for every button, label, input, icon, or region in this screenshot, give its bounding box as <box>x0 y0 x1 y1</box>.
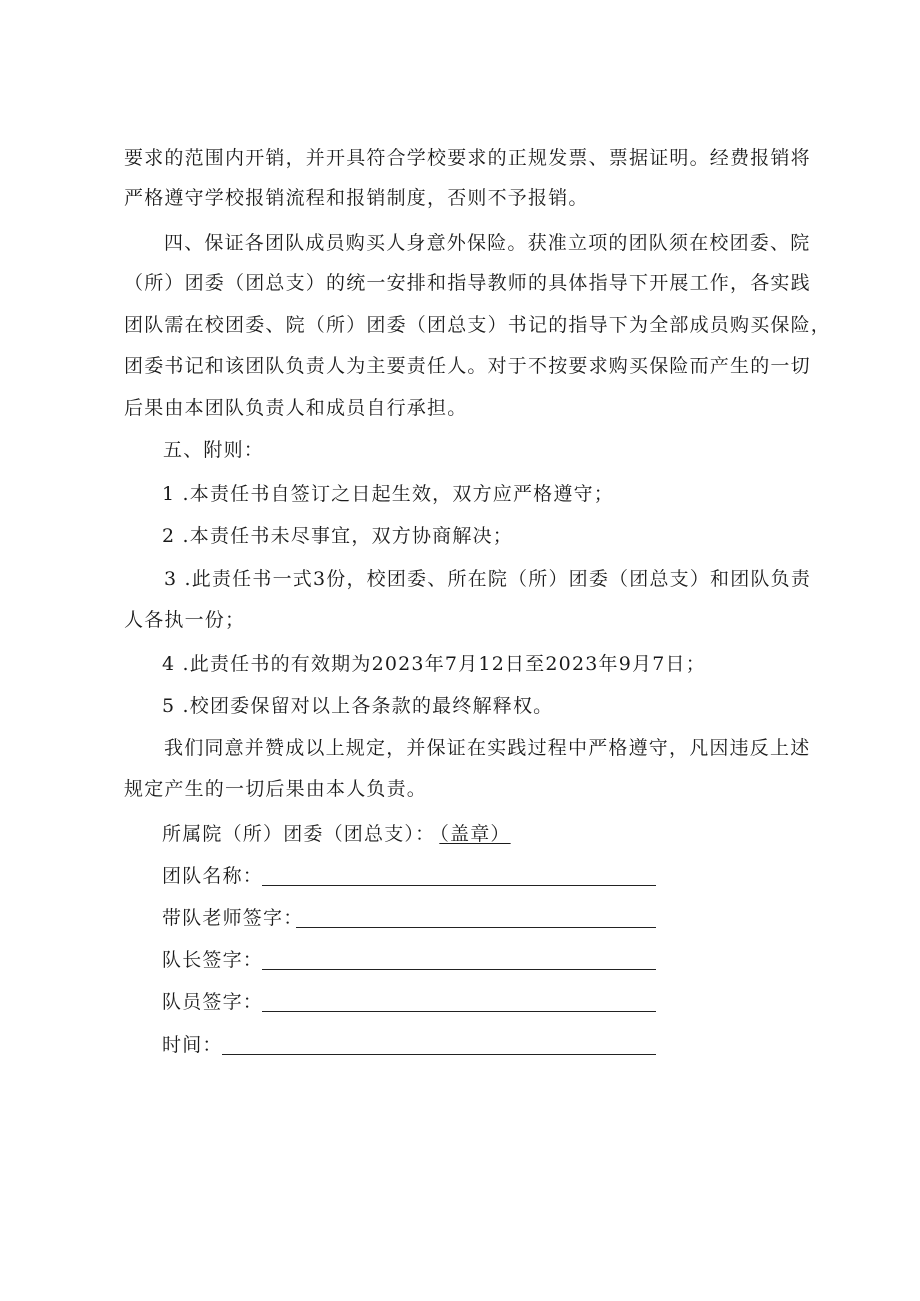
college-stamp-row <box>162 822 515 846</box>
paragraph-line: 团队需在校团委、院（所）团委（团总支）书记的指导下为全部成员购买保险， <box>124 314 832 336</box>
paragraph-line: 严格遵守学校报销流程和报销制度，否则不予报销。 <box>124 187 589 209</box>
team-name-row <box>162 864 263 888</box>
agreement-line: 我们同意并赞成以上规定，并保证在实践过程中严格遵守，凡因违反上述 <box>164 737 811 759</box>
time-label: 时间： <box>162 1034 223 1056</box>
leader-signature-row <box>162 948 263 972</box>
list-item-3-continued: 人各执一份； <box>124 609 246 631</box>
list-item-5: 5 .校团委保留对以上各条款的最终解释权。 <box>162 695 554 717</box>
paragraph-line: （所）团委（团总支）的统一安排和指导教师的具体指导下开展工作，各实践 <box>124 272 811 294</box>
team-name-field[interactable] <box>262 867 656 886</box>
team-name-label: 团队名称： <box>162 865 264 887</box>
agreement-line: 规定产生的一切后果由本人负责。 <box>124 778 428 800</box>
list-item-4: 4 .此责任书的有效期为2023年7月12日至2023年9月7日； <box>162 653 706 675</box>
stamp-placeholder: （盖章） <box>439 823 511 845</box>
teacher-signature-label: 带队老师签字： <box>162 907 304 929</box>
leader-signature-label: 队长签字： <box>162 949 264 971</box>
paragraph-line: 团委书记和该团队负责人为主要责任人。对于不按要求购买保险而产生的一切 <box>124 355 811 377</box>
member-signature-row <box>162 990 263 1014</box>
paragraph-line: 要求的范围内开销，并开具符合学校要求的正规发票、票据证明。经费报销将 <box>124 147 811 169</box>
section-five-heading: 五、附则： <box>163 439 265 461</box>
teacher-signature-row <box>162 906 303 930</box>
college-label: 所属院（所）团委（团总支）： <box>162 823 436 845</box>
member-signature-label: 队员签字： <box>162 991 264 1013</box>
list-item-2: 2 .本责任书未尽事宜，双方协商解决； <box>162 525 513 547</box>
leader-signature-field[interactable] <box>262 951 656 970</box>
paragraph-line: 后果由本团队负责人和成员自行承担。 <box>124 397 468 419</box>
list-item-3: 3 .此责任书一式3份，校团委、所在院（所）团委（团总支）和团队负责 <box>164 568 812 590</box>
time-row <box>162 1033 223 1057</box>
list-item-1: 1 .本责任书自签订之日起生效，双方应严格遵守； <box>162 483 614 505</box>
time-field[interactable] <box>222 1036 656 1055</box>
member-signature-field[interactable] <box>262 993 656 1012</box>
section-four-heading: 四、保证各团队成员购买人身意外保险。获准立项的团队须在校团委、院 <box>164 232 811 254</box>
teacher-signature-field[interactable] <box>296 909 656 928</box>
